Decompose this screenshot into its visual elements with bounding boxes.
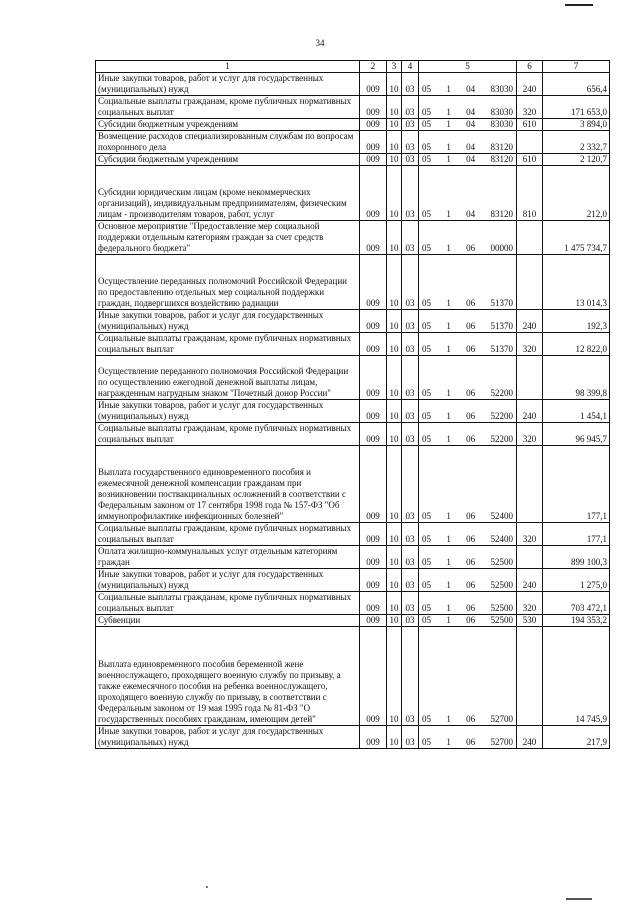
target-article-part: 1 <box>446 209 451 219</box>
target-article-part: 51370 <box>490 298 513 308</box>
target-article-part: 52700 <box>490 737 513 747</box>
target-article-part: 04 <box>466 119 476 129</box>
item-name-cell: Субсидии бюджетным учреждениям <box>96 154 360 166</box>
table-row <box>96 400 610 423</box>
amount-cell: 1 275,0 <box>543 569 610 592</box>
target-article-part: 52200 <box>490 434 513 444</box>
expense-type-cell <box>517 446 543 523</box>
bottom-mark <box>566 898 592 900</box>
target-article-part: 52200 <box>490 388 513 398</box>
ministry-code-cell: 009 <box>360 726 387 749</box>
header-cell: 3 <box>387 61 402 73</box>
expense-type-cell <box>517 221 543 255</box>
item-name-cell: Иные закупки товаров, работ и услуг для государственных (муниципальных) нужд <box>96 569 360 592</box>
table-row <box>96 154 610 166</box>
amount-cell: 194 353,2 <box>543 615 610 627</box>
expense-type-cell: 240 <box>517 569 543 592</box>
expense-type-cell <box>517 627 543 726</box>
table-row <box>96 423 610 446</box>
table-row <box>96 166 610 221</box>
header-cell: 6 <box>517 61 543 73</box>
header-cell: 1 <box>96 61 360 73</box>
target-article-part: 06 <box>466 434 476 444</box>
target-article-cell <box>419 627 517 726</box>
ministry-code-cell: 009 <box>360 546 387 569</box>
ministry-code-cell: 009 <box>360 615 387 627</box>
target-article-part: 83120 <box>490 209 513 219</box>
target-article-part: 05 <box>422 603 431 613</box>
expense-type-cell: 240 <box>517 310 543 333</box>
target-article-cell <box>419 615 517 627</box>
ministry-code-cell: 009 <box>360 131 387 154</box>
amount-cell: 177,1 <box>543 446 610 523</box>
table-row <box>96 119 610 131</box>
target-article-part: 1 <box>446 615 451 625</box>
table-row <box>96 73 610 96</box>
target-article-part: 06 <box>466 411 476 421</box>
amount-cell: 656,4 <box>543 73 610 96</box>
target-article-cell <box>419 131 517 154</box>
target-article-part: 06 <box>466 511 476 521</box>
target-article-part: 05 <box>422 511 431 521</box>
subsection-code-cell: 03 <box>402 255 419 310</box>
target-article-part: 06 <box>466 321 476 331</box>
table-row <box>96 310 610 333</box>
table-row <box>96 627 610 726</box>
target-article-cell <box>419 446 517 523</box>
subsection-code-cell: 03 <box>402 356 419 400</box>
target-article-cell <box>419 333 517 356</box>
target-article-part: 05 <box>422 107 431 117</box>
target-article-part: 05 <box>422 714 431 724</box>
target-article-part: 1 <box>446 142 451 152</box>
target-article-part: 51370 <box>490 344 513 354</box>
expense-type-cell <box>517 356 543 400</box>
item-name-cell: Осуществление переданных полномочий Российской Федерации по предоставлению отдельных мер социальной поддержки граждан, подвергшихся воздействию радиации <box>96 255 360 310</box>
table-header-row <box>96 61 610 73</box>
target-article-part: 1 <box>446 388 451 398</box>
subsection-code-cell: 03 <box>402 446 419 523</box>
target-article-part: 51370 <box>490 321 513 331</box>
expense-type-cell <box>517 131 543 154</box>
target-article-part: 1 <box>446 434 451 444</box>
scan-dot <box>206 886 208 888</box>
table-row <box>96 96 610 119</box>
header-cell: 2 <box>360 61 387 73</box>
header-cell: 7 <box>543 61 610 73</box>
target-article-part: 05 <box>422 388 431 398</box>
target-article-part: 1 <box>446 534 451 544</box>
ministry-code-cell: 009 <box>360 221 387 255</box>
target-article-part: 52200 <box>490 411 513 421</box>
target-article-part: 1 <box>446 154 451 164</box>
section-code-cell: 10 <box>387 546 402 569</box>
page-number: 34 <box>315 38 325 48</box>
target-article-part: 04 <box>466 209 476 219</box>
target-article-part: 05 <box>422 434 431 444</box>
target-article-part: 05 <box>422 411 431 421</box>
ministry-code-cell: 009 <box>360 119 387 131</box>
target-article-cell <box>419 400 517 423</box>
target-article-part: 06 <box>466 344 476 354</box>
target-article-part: 1 <box>446 107 451 117</box>
expense-type-cell: 810 <box>517 166 543 221</box>
amount-cell: 177,1 <box>543 523 610 546</box>
amount-cell: 2 332,7 <box>543 131 610 154</box>
ministry-code-cell: 009 <box>360 310 387 333</box>
target-article-cell <box>419 119 517 131</box>
ministry-code-cell: 009 <box>360 592 387 615</box>
target-article-part: 00000 <box>490 243 513 253</box>
subsection-code-cell: 03 <box>402 627 419 726</box>
amount-cell: 12 822,0 <box>543 333 610 356</box>
subsection-code-cell: 03 <box>402 592 419 615</box>
target-article-cell <box>419 546 517 569</box>
expense-type-cell: 240 <box>517 73 543 96</box>
target-article-part: 05 <box>422 154 431 164</box>
section-code-cell: 10 <box>387 333 402 356</box>
table-row <box>96 615 610 627</box>
amount-cell: 2 120,7 <box>543 154 610 166</box>
corner-mark <box>565 4 593 6</box>
item-name-cell: Социальные выплаты гражданам, кроме публичных нормативных социальных выплат <box>96 96 360 119</box>
section-code-cell: 10 <box>387 255 402 310</box>
item-name-cell: Иные закупки товаров, работ и услуг для государственных (муниципальных) нужд <box>96 310 360 333</box>
target-article-part: 1 <box>446 714 451 724</box>
table-row <box>96 726 610 749</box>
expense-type-cell: 610 <box>517 154 543 166</box>
target-article-part: 05 <box>422 298 431 308</box>
section-code-cell: 10 <box>387 446 402 523</box>
target-article-part: 06 <box>466 243 476 253</box>
ministry-code-cell: 009 <box>360 333 387 356</box>
subsection-code-cell: 03 <box>402 569 419 592</box>
item-name-cell: Возмещение расходов специализированным службам по вопросам похоронного дела <box>96 131 360 154</box>
expense-type-cell <box>517 255 543 310</box>
target-article-cell <box>419 255 517 310</box>
target-article-cell <box>419 73 517 96</box>
subsection-code-cell: 03 <box>402 333 419 356</box>
target-article-cell <box>419 356 517 400</box>
subsection-code-cell: 03 <box>402 96 419 119</box>
target-article-part: 06 <box>466 615 476 625</box>
ministry-code-cell: 009 <box>360 255 387 310</box>
expense-type-cell: 320 <box>517 423 543 446</box>
expense-type-cell: 610 <box>517 119 543 131</box>
target-article-part: 1 <box>446 84 451 94</box>
target-article-cell <box>419 726 517 749</box>
target-article-part: 83030 <box>490 84 513 94</box>
target-article-part: 06 <box>466 388 476 398</box>
table-row <box>96 569 610 592</box>
target-article-part: 05 <box>422 344 431 354</box>
subsection-code-cell: 03 <box>402 423 419 446</box>
target-article-part: 52500 <box>490 603 513 613</box>
target-article-cell <box>419 569 517 592</box>
amount-cell: 703 472,1 <box>543 592 610 615</box>
target-article-part: 05 <box>422 243 431 253</box>
target-article-cell <box>419 154 517 166</box>
ministry-code-cell: 009 <box>360 523 387 546</box>
target-article-part: 05 <box>422 534 431 544</box>
section-code-cell: 10 <box>387 310 402 333</box>
ministry-code-cell: 009 <box>360 423 387 446</box>
target-article-part: 52700 <box>490 714 513 724</box>
ministry-code-cell: 009 <box>360 446 387 523</box>
expense-type-cell <box>517 546 543 569</box>
item-name-cell: Субвенции <box>96 615 360 627</box>
table-row <box>96 446 610 523</box>
subsection-code-cell: 03 <box>402 73 419 96</box>
target-article-cell <box>419 221 517 255</box>
target-article-part: 1 <box>446 119 451 129</box>
target-article-cell <box>419 423 517 446</box>
item-name-cell: Выплата государственного единовременного пособия и ежемесячной денежной компенсации гражданам при возникновении поствакцинальных осложнений в соответствии с Федеральным законом от 17 сентября 1998 года № 157-ФЗ "Об иммунопрофилактике инфекционных болезней" <box>96 446 360 523</box>
header-cell: 5 <box>419 61 517 73</box>
amount-cell: 899 100,3 <box>543 546 610 569</box>
target-article-part: 52500 <box>490 557 513 567</box>
amount-cell: 217,9 <box>543 726 610 749</box>
subsection-code-cell: 03 <box>402 523 419 546</box>
expense-type-cell: 320 <box>517 333 543 356</box>
target-article-part: 05 <box>422 209 431 219</box>
target-article-part: 05 <box>422 119 431 129</box>
section-code-cell: 10 <box>387 131 402 154</box>
section-code-cell: 10 <box>387 423 402 446</box>
target-article-part: 83030 <box>490 107 513 117</box>
target-article-part: 04 <box>466 154 476 164</box>
target-article-part: 52500 <box>490 615 513 625</box>
section-code-cell: 10 <box>387 569 402 592</box>
section-code-cell: 10 <box>387 726 402 749</box>
expense-type-cell: 320 <box>517 592 543 615</box>
section-code-cell: 10 <box>387 73 402 96</box>
target-article-part: 05 <box>422 737 431 747</box>
target-article-part: 06 <box>466 603 476 613</box>
ministry-code-cell: 009 <box>360 569 387 592</box>
target-article-part: 06 <box>466 298 476 308</box>
subsection-code-cell: 03 <box>402 166 419 221</box>
expense-type-cell: 320 <box>517 523 543 546</box>
target-article-part: 06 <box>466 534 476 544</box>
subsection-code-cell: 03 <box>402 154 419 166</box>
target-article-cell <box>419 96 517 119</box>
subsection-code-cell: 03 <box>402 221 419 255</box>
item-name-cell: Социальные выплаты гражданам, кроме публичных нормативных социальных выплат <box>96 423 360 446</box>
target-article-part: 04 <box>466 142 476 152</box>
target-article-part: 52400 <box>490 511 513 521</box>
table-row <box>96 523 610 546</box>
item-name-cell: Осуществление переданного полномочия Российской Федерации по осуществлению ежегодной денежной выплаты лицам, награжденным нагрудным знаком "Почетный донор России" <box>96 356 360 400</box>
target-article-part: 06 <box>466 714 476 724</box>
table-row <box>96 221 610 255</box>
header-cell: 4 <box>402 61 419 73</box>
subsection-code-cell: 03 <box>402 310 419 333</box>
section-code-cell: 10 <box>387 615 402 627</box>
target-article-cell <box>419 523 517 546</box>
amount-cell: 192,3 <box>543 310 610 333</box>
target-article-part: 52400 <box>490 534 513 544</box>
ministry-code-cell: 009 <box>360 400 387 423</box>
item-name-cell: Субсидии юридическим лицам (кроме некоммерческих организаций), индивидуальным предпринимателям, физическим лицам - производителям товаров, работ, услуг <box>96 166 360 221</box>
target-article-part: 05 <box>422 615 431 625</box>
section-code-cell: 10 <box>387 154 402 166</box>
ministry-code-cell: 009 <box>360 96 387 119</box>
target-article-cell <box>419 592 517 615</box>
section-code-cell: 10 <box>387 523 402 546</box>
amount-cell: 96 945,7 <box>543 423 610 446</box>
section-code-cell: 10 <box>387 627 402 726</box>
amount-cell: 98 399,8 <box>543 356 610 400</box>
subsection-code-cell: 03 <box>402 546 419 569</box>
amount-cell: 3 894,0 <box>543 119 610 131</box>
table-row <box>96 131 610 154</box>
expense-type-cell: 240 <box>517 400 543 423</box>
section-code-cell: 10 <box>387 400 402 423</box>
target-article-part: 1 <box>446 603 451 613</box>
target-article-part: 05 <box>422 321 431 331</box>
ministry-code-cell: 009 <box>360 627 387 726</box>
item-name-cell: Иные закупки товаров, работ и услуг для государственных (муниципальных) нужд <box>96 726 360 749</box>
amount-cell: 212,0 <box>543 166 610 221</box>
table-row <box>96 546 610 569</box>
amount-cell: 1 475 734,7 <box>543 221 610 255</box>
item-name-cell: Оплата жилищно-коммунальных услуг отдельным категориям граждан <box>96 546 360 569</box>
section-code-cell: 10 <box>387 592 402 615</box>
table-row <box>96 333 610 356</box>
item-name-cell: Социальные выплаты гражданам, кроме публичных нормативных социальных выплат <box>96 333 360 356</box>
target-article-part: 05 <box>422 580 431 590</box>
item-name-cell: Социальные выплаты гражданам, кроме публичных нормативных социальных выплат <box>96 592 360 615</box>
table-row <box>96 356 610 400</box>
amount-cell: 13 014,3 <box>543 255 610 310</box>
target-article-part: 06 <box>466 580 476 590</box>
subsection-code-cell: 03 <box>402 615 419 627</box>
ministry-code-cell: 009 <box>360 73 387 96</box>
target-article-part: 1 <box>446 580 451 590</box>
target-article-part: 1 <box>446 243 451 253</box>
target-article-part: 1 <box>446 321 451 331</box>
subsection-code-cell: 03 <box>402 131 419 154</box>
ministry-code-cell: 009 <box>360 154 387 166</box>
subsection-code-cell: 03 <box>402 400 419 423</box>
target-article-part: 05 <box>422 557 431 567</box>
item-name-cell: Социальные выплаты гражданам, кроме публичных нормативных социальных выплат <box>96 523 360 546</box>
ministry-code-cell: 009 <box>360 356 387 400</box>
section-code-cell: 10 <box>387 166 402 221</box>
subsection-code-cell: 03 <box>402 726 419 749</box>
target-article-part: 1 <box>446 344 451 354</box>
section-code-cell: 10 <box>387 221 402 255</box>
target-article-part: 05 <box>422 84 431 94</box>
expense-type-cell: 530 <box>517 615 543 627</box>
target-article-part: 1 <box>446 298 451 308</box>
target-article-part: 1 <box>446 511 451 521</box>
item-name-cell: Субсидии бюджетным учреждениям <box>96 119 360 131</box>
expense-type-cell: 320 <box>517 96 543 119</box>
section-code-cell: 10 <box>387 356 402 400</box>
target-article-part: 83120 <box>490 142 513 152</box>
item-name-cell: Выплата единовременного пособия беременной жене военнослужащего, проходящего военную службу по призыву, а также ежемесячного пособия на ребенка военнослужащего, проходящего военную службу по призыву, в соответствии с Федеральным законом от 19 мая 1995 года № 81-ФЗ "О государственных пособиях гражданам, имеющим детей" <box>96 627 360 726</box>
table-row <box>96 592 610 615</box>
amount-cell: 171 653,0 <box>543 96 610 119</box>
table-row <box>96 255 610 310</box>
target-article-part: 05 <box>422 142 431 152</box>
subsection-code-cell: 03 <box>402 119 419 131</box>
budget-table <box>95 60 610 749</box>
amount-cell: 1 454,1 <box>543 400 610 423</box>
target-article-part: 1 <box>446 737 451 747</box>
target-article-part: 06 <box>466 737 476 747</box>
section-code-cell: 10 <box>387 119 402 131</box>
expense-type-cell: 240 <box>517 726 543 749</box>
target-article-part: 04 <box>466 84 476 94</box>
target-article-part: 1 <box>446 557 451 567</box>
target-article-part: 52500 <box>490 580 513 590</box>
ministry-code-cell: 009 <box>360 166 387 221</box>
item-name-cell: Основное мероприятие "Предоставление мер социальной поддержки отдельным категориям граждан за счет средств федерального бюджета" <box>96 221 360 255</box>
target-article-cell <box>419 310 517 333</box>
target-article-part: 1 <box>446 411 451 421</box>
target-article-part: 83030 <box>490 119 513 129</box>
section-code-cell: 10 <box>387 96 402 119</box>
item-name-cell: Иные закупки товаров, работ и услуг для государственных (муниципальных) нужд <box>96 400 360 423</box>
amount-cell: 14 745,9 <box>543 627 610 726</box>
target-article-part: 83120 <box>490 154 513 164</box>
target-article-part: 04 <box>466 107 476 117</box>
target-article-cell <box>419 166 517 221</box>
item-name-cell: Иные закупки товаров, работ и услуг для государственных (муниципальных) нужд <box>96 73 360 96</box>
target-article-part: 06 <box>466 557 476 567</box>
